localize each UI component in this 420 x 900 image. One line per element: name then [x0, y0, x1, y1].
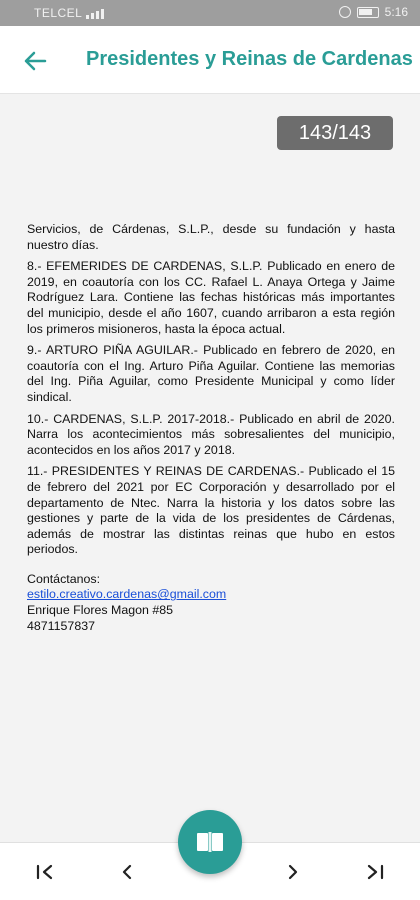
- first-page-button[interactable]: [30, 857, 60, 887]
- last-page-button[interactable]: [360, 857, 390, 887]
- paragraph: 8.- EFEMERIDES DE CARDENAS, S.L.P. Publicado en enero de 2019, en coautoría con los CC. Rafael L. Anaya Ortega y Jaime Rodríguez Lara. Contiene las fechas históricas más importantes del municipio, desde el año 1607, cuando arribaron a esta región los primeros misioneros, hasta la época actual.: [27, 259, 395, 336]
- chevron-left-icon: [112, 857, 142, 887]
- status-bar: [0, 0, 420, 26]
- next-page-button[interactable]: [278, 857, 308, 887]
- open-book-fab[interactable]: [178, 810, 242, 874]
- last-page-icon: [360, 857, 390, 887]
- first-page-icon: [30, 857, 60, 887]
- previous-page-button[interactable]: [112, 857, 142, 887]
- carrier-label: TELCEL: [34, 6, 83, 20]
- contact-section: [27, 572, 395, 634]
- paragraph: 10.- CARDENAS, S.L.P. 2017-2018.- Publicado en abril de 2020. Narra los acontecimientos más sobresalientes del municipio, acontecidos en los años 2017 y 2018.: [27, 411, 395, 457]
- page-indicator: 143/143: [277, 116, 393, 150]
- battery-icon: [357, 7, 379, 18]
- contact-address: Enrique Flores Magon #85: [27, 603, 174, 618]
- paragraph: 9.- ARTURO PIÑA AGUILAR.- Publicado en febrero de 2020, en coautoría con el Ing. Arturo Piña Aguilar. Contiene las memorias del Ing. Piña Aguilar, como Presidente Municipal y como líder sindical.: [27, 343, 395, 404]
- alarm-icon: [339, 6, 351, 18]
- status-indicators: [339, 5, 408, 19]
- clock: 5:16: [384, 5, 408, 19]
- paragraph: Servicios, de Cárdenas, S.L.P., desde su fundación y hasta nuestro días.: [27, 222, 395, 252]
- contact-email-link[interactable]: estilo.creativo.cardenas@gmail.com: [27, 587, 227, 602]
- chevron-right-icon: [278, 857, 308, 887]
- page-text: [27, 222, 395, 634]
- paragraph: 11.- PRESIDENTES Y REINAS DE CARDENAS.- Publicado el 15 de febrero del 2021 por EC Corporación y desarrollado por el departamento de Ntec. Narra la historia y los datos sobre las gestiones y parte de la vida de los presidentes de Cárdenas, además de mostrar las distintas reinas que hubo en estos periodos.: [27, 464, 395, 557]
- book-open-icon: [196, 830, 224, 854]
- signal-icon: [86, 7, 108, 19]
- contact-phone: 4871157837: [27, 618, 95, 633]
- contact-heading: Contáctanos:: [27, 571, 101, 586]
- document-viewer[interactable]: [0, 94, 420, 842]
- arrow-left-icon: [20, 46, 50, 76]
- app-bar: [0, 26, 420, 94]
- page-title: Presidentes y Reinas de Cardenas: [86, 48, 413, 70]
- back-button[interactable]: [20, 46, 50, 76]
